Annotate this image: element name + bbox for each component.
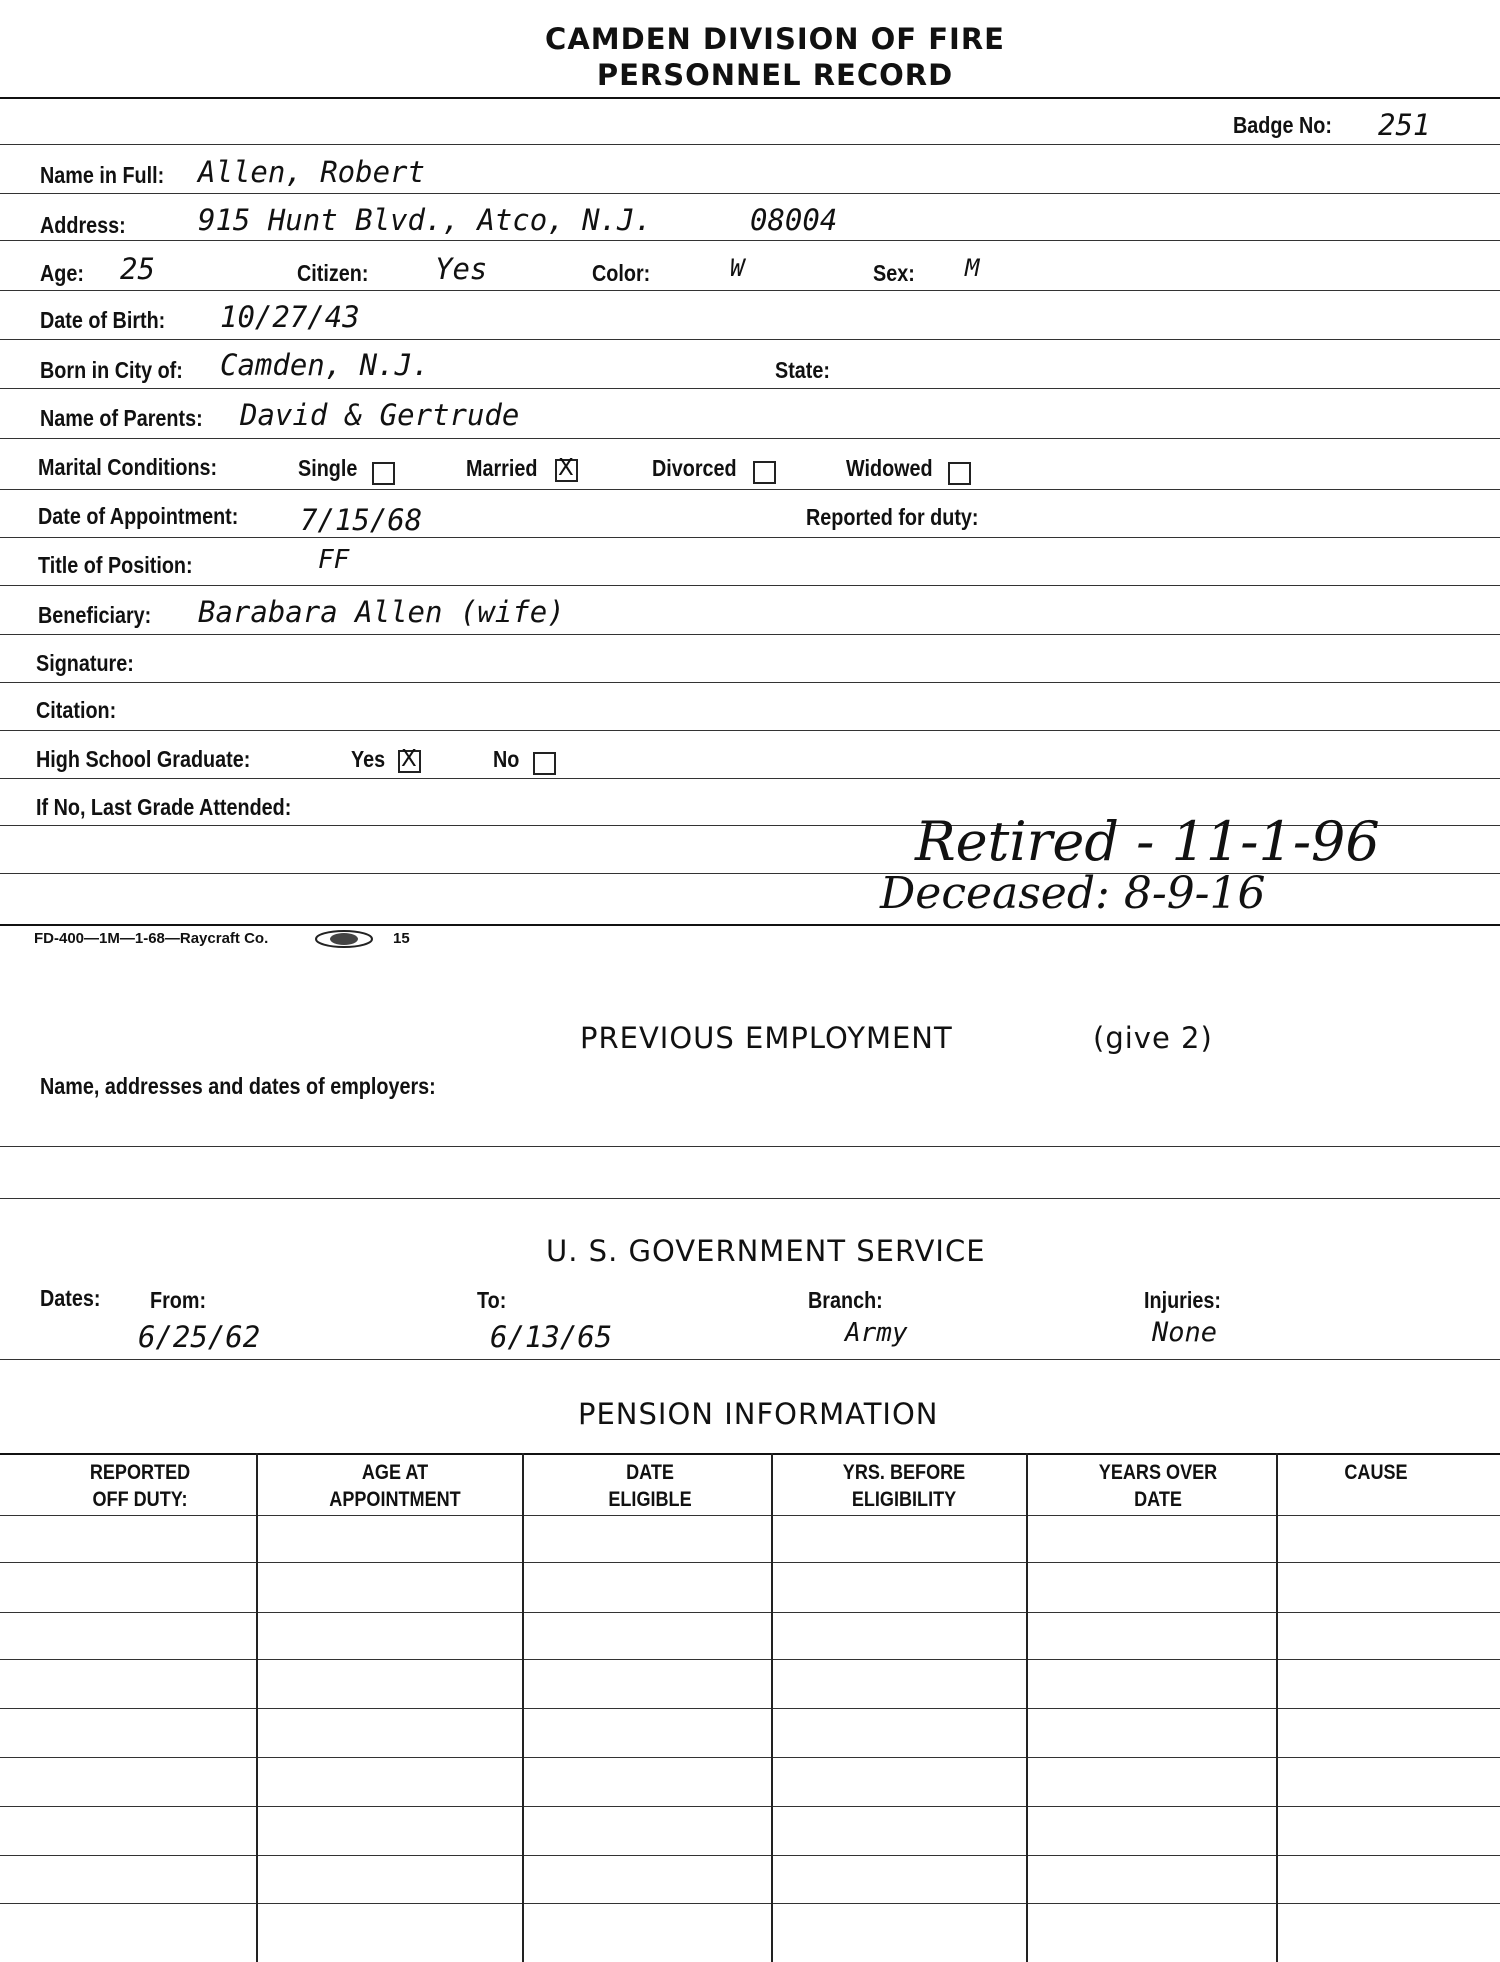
address-label: Address: bbox=[40, 212, 126, 238]
divider bbox=[0, 240, 1500, 241]
beneficiary-value: Barabara Allen (wife) bbox=[198, 595, 565, 629]
union-label-icon bbox=[314, 928, 374, 950]
pension-row-line bbox=[0, 1659, 1500, 1660]
highschool-yes-checkbox[interactable] bbox=[398, 750, 421, 773]
divider bbox=[0, 193, 1500, 194]
form-subtitle: PERSONNEL RECORD bbox=[596, 58, 954, 92]
dob-label: Date of Birth: bbox=[40, 307, 166, 333]
pension-row-line bbox=[0, 1903, 1500, 1904]
pension-col-cause: CAUSE bbox=[1344, 1461, 1408, 1484]
divider bbox=[0, 1359, 1500, 1360]
position-value: FF bbox=[318, 545, 350, 575]
pension-title: PENSION INFORMATION bbox=[578, 1397, 939, 1431]
to-label: To: bbox=[477, 1287, 507, 1313]
pension-table-top bbox=[0, 1453, 1500, 1455]
pension-col-eligible: DATE ELIGIBLE bbox=[608, 1461, 692, 1511]
marital-divorced-label: Divorced bbox=[652, 455, 737, 481]
address-value: 915 Hunt Blvd., Atco, N.J. bbox=[198, 203, 652, 237]
pension-col-divider bbox=[256, 1453, 258, 1962]
signature-label: Signature: bbox=[36, 650, 134, 676]
marital-label: Marital Conditions: bbox=[38, 454, 218, 480]
position-label: Title of Position: bbox=[38, 552, 193, 578]
pension-col-years-over: YEARS OVER DATE bbox=[1098, 1461, 1218, 1511]
divider bbox=[0, 339, 1500, 340]
form-title: CAMDEN DIVISION OF FIRE bbox=[545, 22, 1005, 56]
pension-col-divider bbox=[771, 1453, 773, 1962]
born-value: Camden, N.J. bbox=[220, 348, 430, 382]
highschool-label: High School Graduate: bbox=[36, 746, 251, 772]
citizen-value: Yes bbox=[435, 252, 488, 286]
beneficiary-label: Beneficiary: bbox=[38, 602, 152, 628]
marital-widowed-label: Widowed bbox=[846, 455, 933, 481]
appointment-label: Date of Appointment: bbox=[38, 503, 239, 529]
handwritten-deceased: Deceased: 8-9-16 bbox=[880, 868, 1266, 919]
age-value: 25 bbox=[120, 252, 155, 286]
citation-label: Citation: bbox=[36, 697, 117, 723]
pension-header-bottom bbox=[0, 1515, 1500, 1516]
handwritten-retired: Retired - 11-1-96 bbox=[915, 810, 1380, 873]
divider bbox=[0, 778, 1500, 779]
pension-col-divider bbox=[1026, 1453, 1028, 1962]
appointment-value: 7/15/68 bbox=[300, 503, 423, 537]
divider bbox=[0, 873, 1500, 874]
highschool-no-checkbox[interactable] bbox=[533, 752, 556, 775]
highschool-no-label: No bbox=[493, 746, 520, 772]
divider bbox=[0, 438, 1500, 439]
injuries-label: Injuries: bbox=[1144, 1287, 1221, 1313]
marital-widowed-checkbox[interactable] bbox=[948, 462, 971, 485]
branch-value: Army bbox=[845, 1318, 908, 1348]
divider bbox=[0, 97, 1500, 99]
divider bbox=[0, 682, 1500, 683]
divider bbox=[0, 634, 1500, 635]
divider bbox=[0, 290, 1500, 291]
name-value: Allen, Robert bbox=[198, 155, 425, 189]
divider bbox=[0, 489, 1500, 490]
divider bbox=[0, 144, 1500, 145]
divider bbox=[0, 388, 1500, 389]
age-label: Age: bbox=[40, 260, 84, 286]
pension-row-line bbox=[0, 1855, 1500, 1856]
sex-value: M bbox=[965, 254, 980, 282]
divider bbox=[0, 924, 1500, 926]
born-label: Born in City of: bbox=[40, 357, 183, 383]
union-number: 15 bbox=[393, 930, 410, 947]
pension-col-yrs-before: YRS. BEFORE ELIGIBILITY bbox=[842, 1461, 966, 1511]
highschool-yes-label: Yes bbox=[351, 746, 386, 772]
divider bbox=[0, 1198, 1500, 1199]
dates-label: Dates: bbox=[40, 1285, 101, 1311]
dob-value: 10/27/43 bbox=[220, 300, 360, 334]
pension-row-line bbox=[0, 1562, 1500, 1563]
from-value: 6/25/62 bbox=[138, 1320, 261, 1354]
color-label: Color: bbox=[592, 260, 651, 286]
branch-label: Branch: bbox=[808, 1287, 883, 1313]
divider bbox=[0, 1146, 1500, 1147]
badge-label: Badge No: bbox=[1233, 112, 1332, 138]
marital-married-checkbox[interactable] bbox=[555, 459, 578, 482]
divider bbox=[0, 585, 1500, 586]
divider bbox=[0, 730, 1500, 731]
name-label: Name in Full: bbox=[40, 162, 165, 188]
state-label: State: bbox=[775, 357, 830, 383]
pension-row-line bbox=[0, 1612, 1500, 1613]
form-number: FD-400—1M—1-68—Raycraft Co. bbox=[34, 930, 269, 947]
reported-duty-label: Reported for duty: bbox=[806, 504, 979, 530]
marital-single-label: Single bbox=[298, 455, 358, 481]
pension-row-line bbox=[0, 1757, 1500, 1758]
pension-row-line bbox=[0, 1708, 1500, 1709]
parents-value: David & Gertrude bbox=[240, 398, 520, 432]
government-service-title: U. S. GOVERNMENT SERVICE bbox=[546, 1234, 986, 1268]
citizen-label: Citizen: bbox=[297, 260, 369, 286]
employers-label: Name, addresses and dates of employers: bbox=[40, 1073, 436, 1099]
pension-row-line bbox=[0, 1806, 1500, 1807]
pension-col-divider bbox=[1276, 1453, 1278, 1962]
pension-col-age: AGE AT APPOINTMENT bbox=[329, 1461, 461, 1511]
sex-label: Sex: bbox=[873, 260, 915, 286]
pension-col-reported: REPORTED OFF DUTY: bbox=[89, 1461, 191, 1511]
marital-divorced-checkbox[interactable] bbox=[753, 461, 776, 484]
zip-value: 08004 bbox=[750, 203, 838, 237]
divider bbox=[0, 537, 1500, 538]
marital-single-checkbox[interactable] bbox=[372, 462, 395, 485]
previous-employment-title: PREVIOUS EMPLOYMENT bbox=[580, 1021, 953, 1055]
pension-col-divider bbox=[522, 1453, 524, 1962]
to-value: 6/13/65 bbox=[490, 1320, 613, 1354]
marital-married-label: Married bbox=[466, 455, 538, 481]
parents-label: Name of Parents: bbox=[40, 405, 203, 431]
color-value: W bbox=[730, 254, 745, 282]
injuries-value: None bbox=[1152, 1317, 1218, 1348]
previous-employment-note: (give 2) bbox=[1093, 1021, 1213, 1055]
badge-value: 251 bbox=[1378, 108, 1431, 142]
last-grade-label: If No, Last Grade Attended: bbox=[36, 794, 292, 820]
from-label: From: bbox=[150, 1287, 207, 1313]
